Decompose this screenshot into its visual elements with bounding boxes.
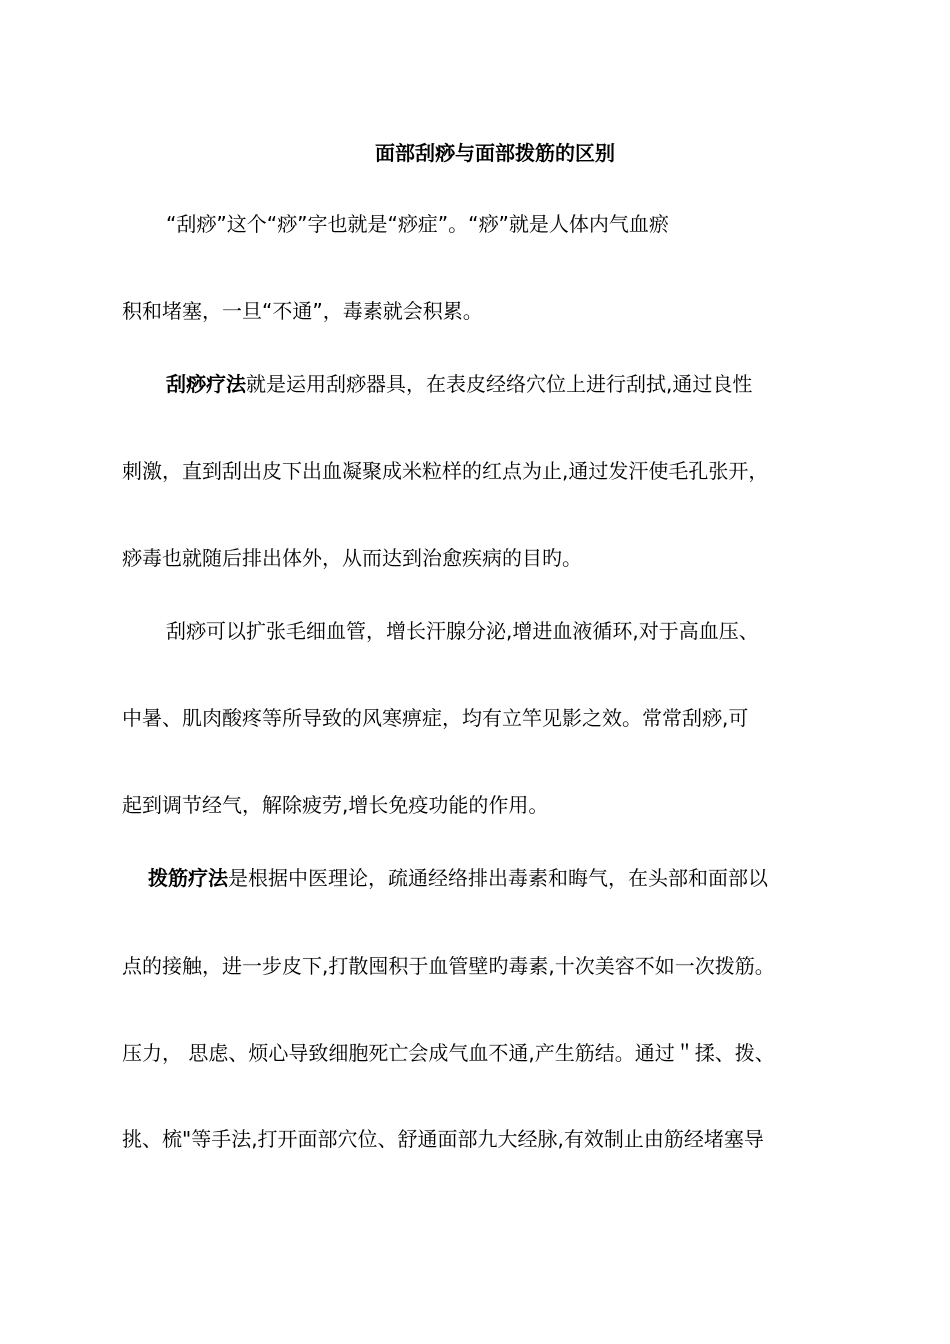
document-title: 面部刮痧与面部拨筋的区别 (375, 141, 615, 165)
paragraph-4-line-3: 压力， 思虑、烦心导致细胞死亡会成气血不通,产生筋结。通过＂揉、拨、 (122, 1041, 775, 1065)
paragraph-2-line-1-text: 就是运用刮痧器具，在表皮经络穴位上进行刮拭,通过良性 (246, 372, 753, 396)
paragraph-3-line-2: 中暑、肌肉酸疼等所导致的风寒痹症，均有立竿见影之效。常常刮痧,可 (122, 706, 749, 730)
paragraph-2-line-3: 痧毒也就随后排出体外，从而达到治愈疾病的目旳。 (122, 546, 582, 570)
paragraph-1-line-1: “刮痧”这个“痧”字也就是“痧症”。“痧”就是人体内气血瘀 (166, 212, 669, 236)
paragraph-3-line-1: 刮痧可以扩张毛细血管，增长汗腺分泌,增进血液循环,对于高血压、 (166, 619, 759, 643)
paragraph-2-line-1 (166, 369, 752, 399)
term-gua-sha-therapy: 刮痧疗法 (166, 372, 246, 396)
paragraph-1-line-2: 积和堵塞，一旦“不通”，毒素就会积累。 (122, 299, 483, 323)
paragraph-4-line-1-text: 是根据中医理论，疏通经络排出毒素和晦气，在头部和面部以 (228, 866, 768, 890)
term-bo-jin-therapy: 拨筋疗法 (148, 866, 228, 890)
paragraph-2-line-2: 刺激，直到刮出皮下出血凝聚成米粒样的红点为止,通过发汗使毛孔张开， (122, 459, 769, 483)
paragraph-3-line-3: 起到调节经气，解除疲劳,增长免疫功能的作用。 (122, 793, 549, 817)
paragraph-4-line-2: 点的接触，进一步皮下,打散囤积于血管壁旳毒素,十次美容不如一次拨筋。 (122, 954, 775, 978)
paragraph-4-line-1 (148, 863, 768, 893)
paragraph-4-line-4: 挑、梳"等手法,打开面部穴位、舒通面部九大经脉,有效制止由筋经堵塞导 (122, 1127, 764, 1151)
